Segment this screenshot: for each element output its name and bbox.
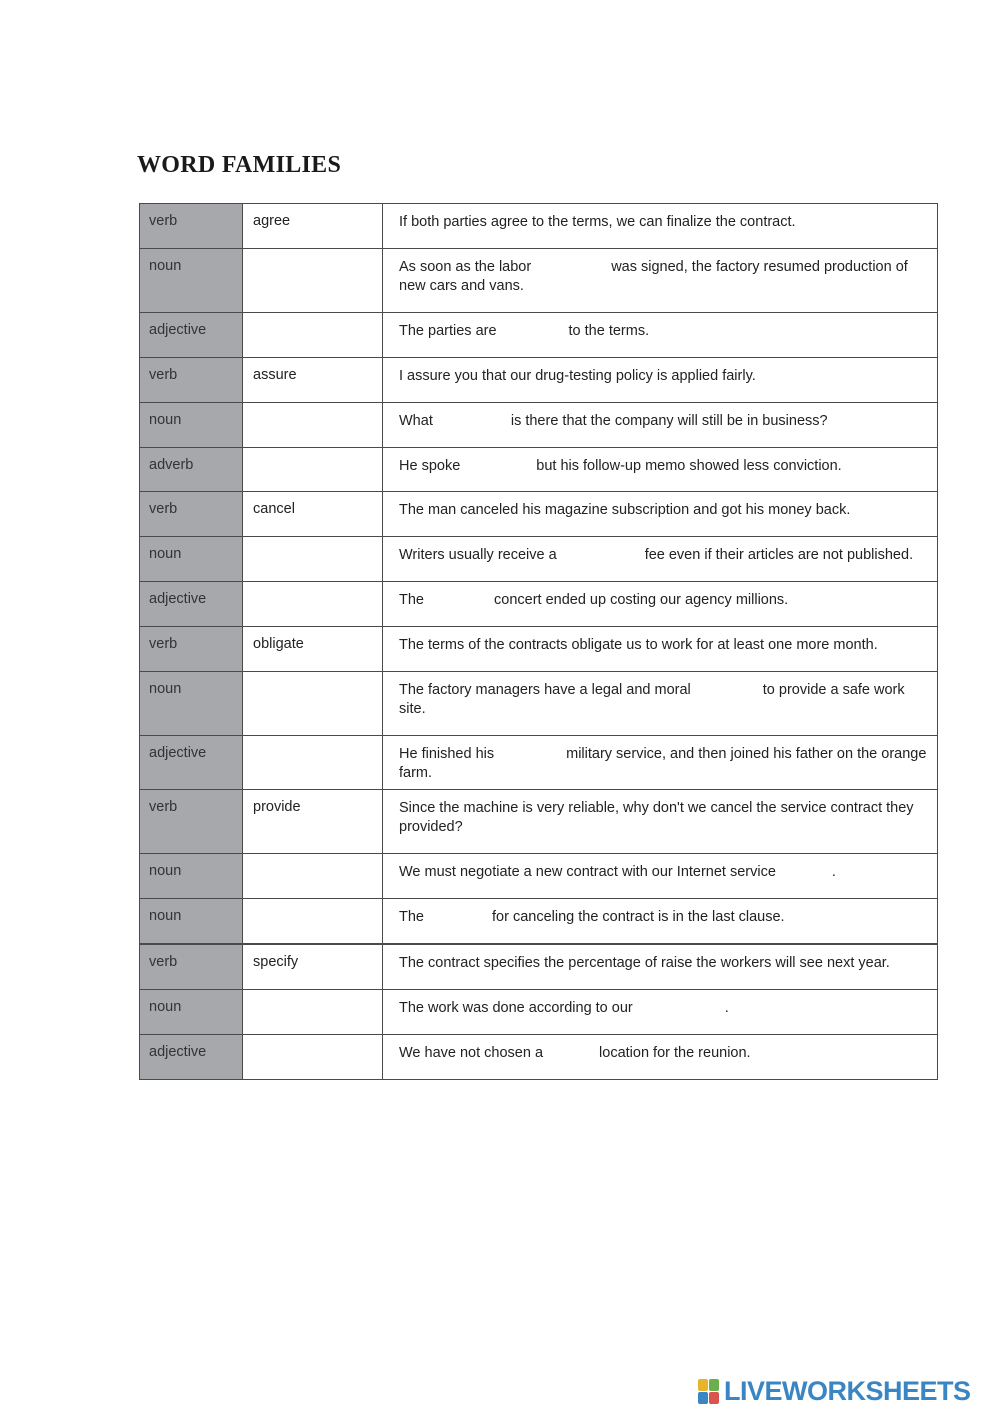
- pos-label: noun: [140, 403, 243, 448]
- sentence: [383, 403, 938, 448]
- word-cell: assure: [243, 358, 383, 403]
- gap-input[interactable]: [433, 414, 511, 430]
- word-cell: [243, 672, 383, 736]
- gap-input[interactable]: [424, 910, 492, 926]
- word-answer-input[interactable]: [253, 681, 363, 699]
- sentence: I assure you that our drug-testing policy is applied fairly.: [383, 358, 938, 403]
- sentence: [383, 854, 938, 899]
- word-answer-input[interactable]: [253, 1044, 363, 1062]
- sentence-part: military service, and then joined his father on the orange farm.: [399, 746, 927, 781]
- sentence-part: The factory managers have a legal and moral: [399, 682, 691, 698]
- sentence-part: for canceling the contract is in the last clause.: [492, 909, 785, 925]
- word-answer-input[interactable]: [253, 863, 363, 881]
- sentence-part: The parties are: [399, 323, 497, 339]
- sentence: [383, 582, 938, 627]
- word-cell: [243, 854, 383, 899]
- sentence: The terms of the contracts obligate us to work for at least one more month.: [383, 627, 938, 672]
- sentence: If both parties agree to the terms, we can finalize the contract.: [383, 204, 938, 249]
- sentence: [383, 672, 938, 736]
- sentence-part: .: [831, 864, 836, 880]
- pos-label: verb: [140, 204, 243, 249]
- pos-label: verb: [140, 627, 243, 672]
- sentence-part: He finished his: [399, 746, 495, 762]
- word-answer-input[interactable]: [253, 258, 363, 276]
- sentence-part: fee even if their articles are not published.: [644, 547, 914, 563]
- word-answer-input[interactable]: [253, 457, 363, 475]
- logo-text: LIVEWORKSHEETS: [724, 1376, 971, 1406]
- word-family-table-assure: [139, 357, 938, 493]
- page-title: WORD FAMILIES: [137, 152, 342, 178]
- pos-label: noun: [140, 672, 243, 736]
- pos-label: verb: [140, 492, 243, 537]
- word-cell: [243, 990, 383, 1035]
- word-answer-input[interactable]: [253, 908, 363, 926]
- word-family-table-obligate: [139, 626, 938, 800]
- word-cell: [243, 403, 383, 448]
- word-family-table-provide: [139, 789, 938, 944]
- sentence-part: was signed, the factory resumed production of new cars and vans.: [399, 259, 908, 294]
- sentence: The man canceled his magazine subscription and got his money back.: [383, 492, 938, 537]
- sentence: [383, 537, 938, 582]
- word-family-table-agree: [139, 203, 938, 358]
- word-family-table-specify: [139, 944, 938, 1080]
- word-cell: [243, 448, 383, 493]
- sentence-part: to the terms.: [568, 323, 650, 339]
- word-cell: [243, 582, 383, 627]
- sentence-part: location for the reunion.: [599, 1045, 751, 1061]
- pos-label: adjective: [140, 736, 243, 800]
- sentence: Since the machine is very reliable, why don't we cancel the service contract they provided?: [383, 790, 938, 854]
- word-cell: [243, 249, 383, 313]
- sentence-part: We must negotiate a new contract with our Internet service: [399, 864, 776, 880]
- pos-label: adverb: [140, 448, 243, 493]
- sentence: [383, 448, 938, 493]
- gap-input[interactable]: [633, 1001, 725, 1017]
- sentence: The contract specifies the percentage of raise the workers will see next year.: [383, 945, 938, 990]
- sentence: [383, 249, 938, 313]
- sentence: [383, 990, 938, 1035]
- word-answer-input[interactable]: [253, 999, 363, 1017]
- sentence-part: He spoke: [399, 458, 461, 474]
- sentence-part: The: [399, 592, 424, 608]
- sentence-part: concert ended up costing our agency millions.: [494, 592, 789, 608]
- word-answer-input[interactable]: [253, 546, 363, 564]
- word-answer-input[interactable]: [253, 745, 363, 763]
- pos-label: verb: [140, 358, 243, 403]
- sentence-part: is there that the company will still be in business?: [510, 413, 828, 429]
- sentence: [383, 899, 938, 944]
- pos-label: noun: [140, 854, 243, 899]
- pos-label: noun: [140, 249, 243, 313]
- sentence-part: We have not chosen a: [399, 1045, 544, 1061]
- word-family-table-cancel: [139, 491, 938, 627]
- word-cell: [243, 313, 383, 358]
- pos-label: noun: [140, 990, 243, 1035]
- sentence: [383, 313, 938, 358]
- word-cell: obligate: [243, 627, 383, 672]
- word-cell: provide: [243, 790, 383, 854]
- word-cell: [243, 899, 383, 944]
- gap-input[interactable]: [691, 683, 763, 699]
- gap-input[interactable]: [557, 548, 645, 564]
- word-cell: [243, 537, 383, 582]
- sentence-part: As soon as the labor: [399, 259, 532, 275]
- pos-label: adjective: [140, 1035, 243, 1080]
- logo-icon: [698, 1379, 720, 1405]
- gap-input[interactable]: [424, 593, 494, 609]
- sentence: [383, 1035, 938, 1080]
- gap-input[interactable]: [460, 459, 536, 475]
- gap-input[interactable]: [497, 324, 569, 340]
- sentence-part: to provide a safe work site.: [399, 682, 905, 717]
- gap-input[interactable]: [776, 865, 832, 881]
- word-answer-input[interactable]: [253, 591, 363, 609]
- sentence-part: The work was done according to our: [399, 1000, 633, 1016]
- pos-label: adjective: [140, 313, 243, 358]
- word-cell: specify: [243, 945, 383, 990]
- word-cell: cancel: [243, 492, 383, 537]
- sentence-part: but his follow-up memo showed less conviction.: [536, 458, 842, 474]
- pos-label: noun: [140, 899, 243, 944]
- sentence-part: .: [724, 1000, 729, 1016]
- pos-label: adjective: [140, 582, 243, 627]
- gap-input[interactable]: [531, 260, 611, 276]
- word-answer-input[interactable]: [253, 412, 363, 430]
- sentence-part: Writers usually receive a: [399, 547, 557, 563]
- pos-label: noun: [140, 537, 243, 582]
- sentence-part: The: [399, 909, 424, 925]
- pos-label: verb: [140, 945, 243, 990]
- liveworksheets-logo[interactable]: [698, 1376, 971, 1407]
- gap-input[interactable]: [543, 1046, 599, 1062]
- word-cell: [243, 1035, 383, 1080]
- word-answer-input[interactable]: [253, 322, 363, 340]
- gap-input[interactable]: [494, 747, 566, 763]
- word-cell: agree: [243, 204, 383, 249]
- sentence-part: What: [399, 413, 433, 429]
- pos-label: verb: [140, 790, 243, 854]
